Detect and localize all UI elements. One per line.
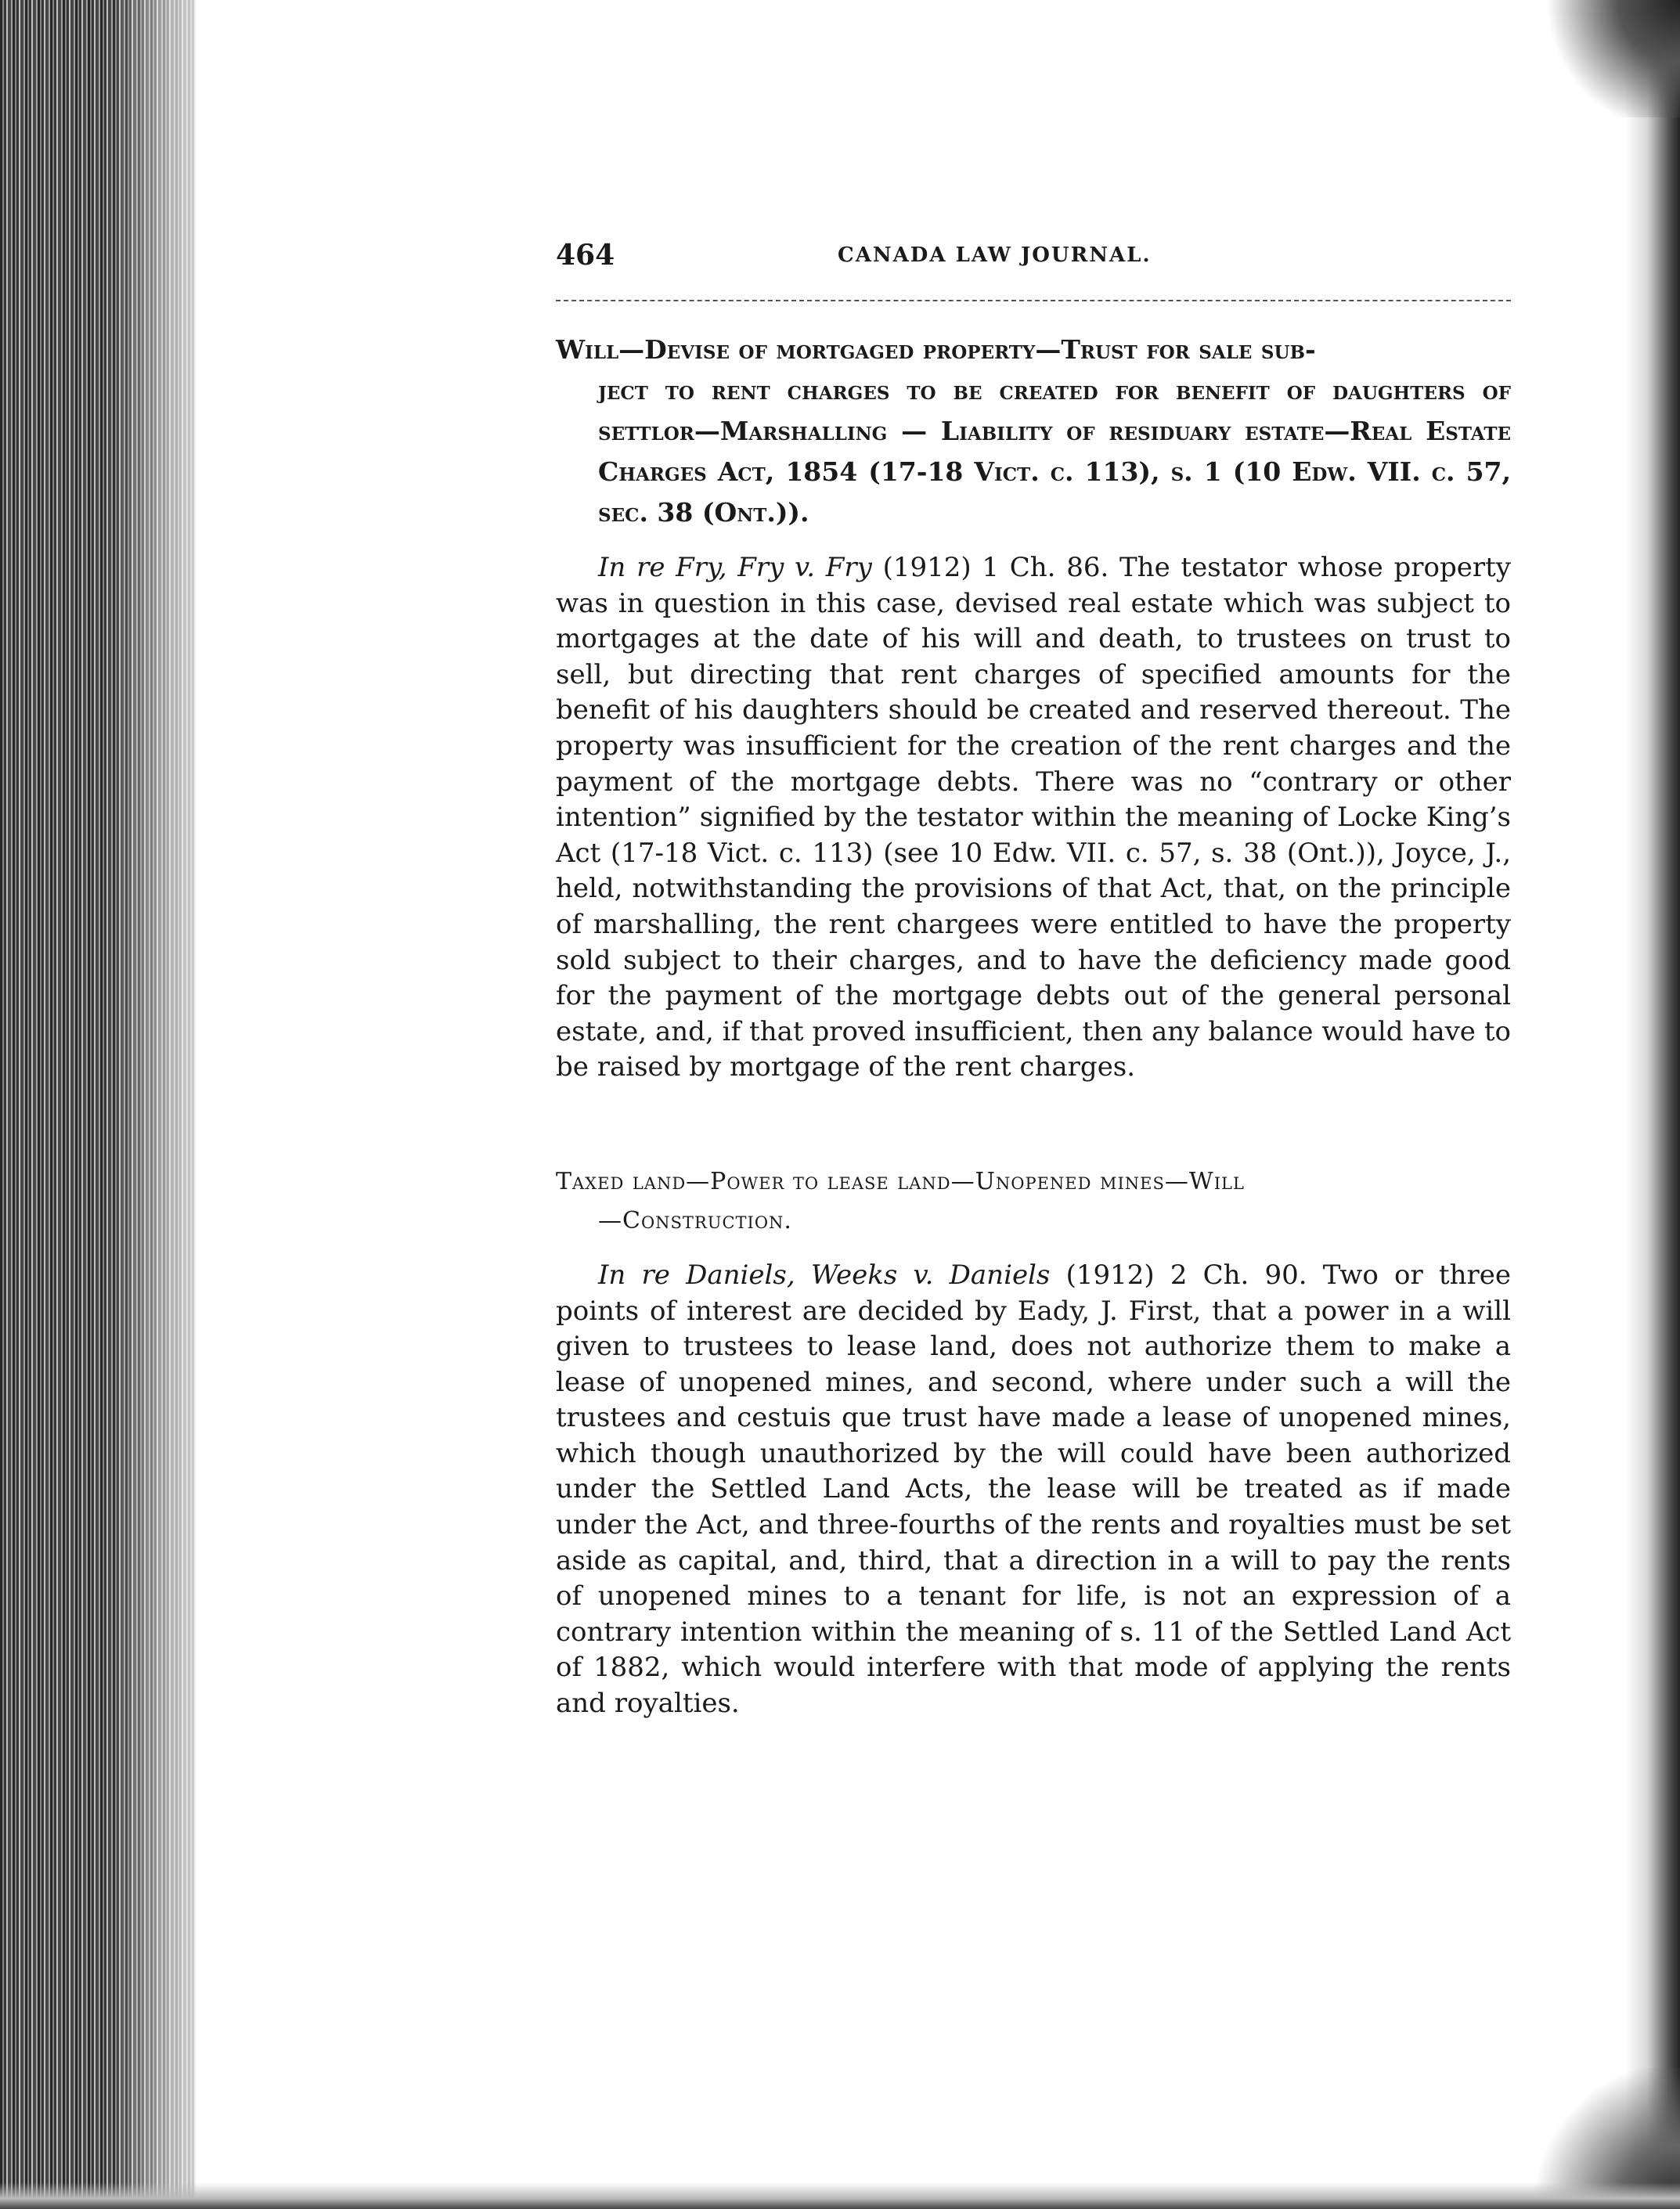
header-rule — [556, 300, 1511, 301]
section-heading-daniels-line1: Taxed land—Power to lease land—Unopened mines—Will — [556, 1167, 1245, 1195]
case-body-fry: (1912) 1 Ch. 86. The testator whose property was in question in this case, devised real estate which was subject to mortgages at the date of his will and death, to trustees on trust to sell, but directing that rent charges of specified amounts for the benefit of his daughters should be created and reserved thereout. The property was insufficient for the creation of the rent charges and the payment of the mortgage debts. There was no “contrary or other intention” signified by the testator within the meaning of Locke King’s Act (17-18 Vict. c. 113) (see 10 Edw. VII. c. 57, s. 38 (Ont.)), Joyce, J., held, notwithstanding the provisions of that Act, that, on the principle of marshalling, the rent chargees were entitled to have the property sold subject to their charges, and to have the deficiency made good for the payment of the mortgage debts out of the general personal estate, and, if that proved insufficient, then any balance would have to be raised by mortgage of the rent charges. — [556, 552, 1511, 1083]
journal-title: CANADA LAW JOURNAL. — [838, 243, 1152, 267]
running-head — [556, 239, 1511, 286]
scan-bottom-edge — [0, 2182, 1680, 2209]
case-name-fry: In re Fry, Fry v. Fry — [598, 552, 872, 583]
section-heading-fry — [556, 330, 1511, 533]
section-heading-fry-rest: ject to rent charges to be created for benefit of daughters of settlor—Marshalling — Liability of residuary estate—Real Estate Charges Act, 1854 (17-18 Vict. c. 113), s. 1 (10 Edw. VII. c. 57, sec. 38 (Ont.)). — [598, 375, 1511, 528]
journal-page — [556, 239, 1511, 1722]
page-number: 464 — [556, 239, 615, 272]
case-summary-daniels — [556, 1258, 1511, 1722]
case-summary-fry — [556, 550, 1511, 1086]
case-body-daniels: (1912) 2 Ch. 90. Two or three points of interest are decided by Eady, J. First, that a power in a will given to trustees to lease land, does not authorize them to make a lease of unopened mines, and second, where under such a will the trustees and cestuis que trust have made a lease of unopened mines, which though unauthorized by the will could have been authorized under the Settled Land Acts, the lease will be treated as if made under the Act, and three-fourths of the rents and royalties must be set aside as capital, and, third, that a direction in a will to pay the rents of unopened mines to a tenant for life, is not an expression of a contrary intention within the meaning of s. 11 of the Settled Land Act of 1882, which would interfere with that mode of applying the rents and royalties. — [556, 1259, 1511, 1720]
section-heading-daniels — [556, 1162, 1511, 1241]
scan-top-corner — [1547, 0, 1680, 117]
section-heading-fry-line1: Will—Devise of mortgaged property—Trust for sale sub- — [556, 334, 1316, 365]
case-name-daniels: In re Daniels, Weeks v. Daniels — [598, 1259, 1051, 1291]
scan-right-shadow — [1625, 0, 1680, 2209]
section-heading-daniels-rest: —Construction. — [598, 1206, 792, 1234]
scan-binding-fade — [110, 0, 235, 2209]
